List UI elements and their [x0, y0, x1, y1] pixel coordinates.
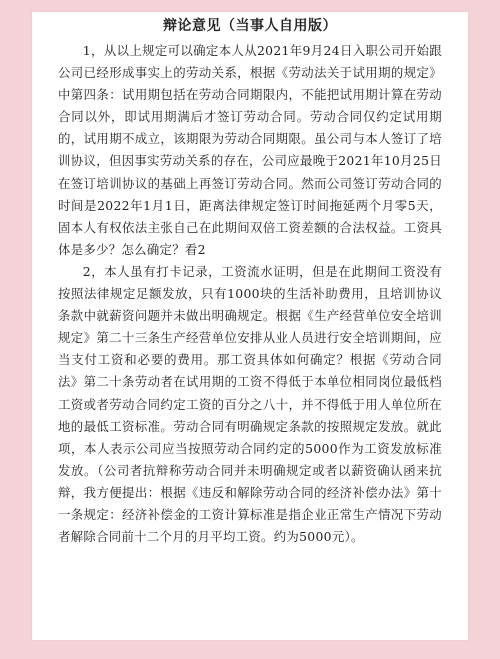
paragraph-2: 2，本人虽有打卡记录，工资流水证明，但是在此期间工资没有按照法律规定足额发放，只有1000块的生活补助费用，且培训协议条款中就薪资问题并未做出明确规定。根据《生产经营单位安全培训规定》第二十三条生产经营单位安排从业人员进行安全培训期间，应当支付工资和必要的费用。那工资具体如何确定？根据《劳动合同法》第二十条劳动者在试用期的工资不得低于本单位相同岗位最低档工资或者劳动合同约定工资的百分之八十，并不得低于用人单位所在地的最低工资标准。劳动合同有明确规定条款的按照规定发放。就此项，本人表示公司应当按照劳动合同约定的5000作为工资发放标准发放。（公司者抗辩称劳动合同并未明确规定或者以薪资确认函来抗辩，我方便提出：根据《违反和解除劳动合同的经济补偿办法》第十一条规定：经济补偿金的工资计算标准是指企业正常生产情况下劳动者解除合同前十二个月的月平均工资。约为5000元）。	[58, 263, 442, 545]
paragraph-1: 1，从以上规定可以确定本人从2021年9月24日入职公司开始跟公司已经形成事实上的劳动关系，根据《劳动法关于试用期的规定》中第四条：试用期包括在劳动合同期限内，不能把试用期计算在劳动合同以外，即试用期满后才签订劳动合同。劳动合同仅约定试用期的，试用期不成立，该期限为劳动合同期限。虽公司与本人签订了培训协议，但因事实劳动关系的存在，公司应最晚于2021年10月25日在签订培训协议的基础上再签订劳动合同。然而公司签订劳动合同的时间是2022年1月1日，距离法律规定签订时间拖延两个月零5天，固本人有权依法主张自己在此期间双倍工资差额的合法权益。工资具体是多少？怎么确定？看2	[58, 43, 442, 257]
document-page	[32, 12, 468, 640]
document-title: 辩论意见（当事人自用版）	[163, 18, 337, 34]
